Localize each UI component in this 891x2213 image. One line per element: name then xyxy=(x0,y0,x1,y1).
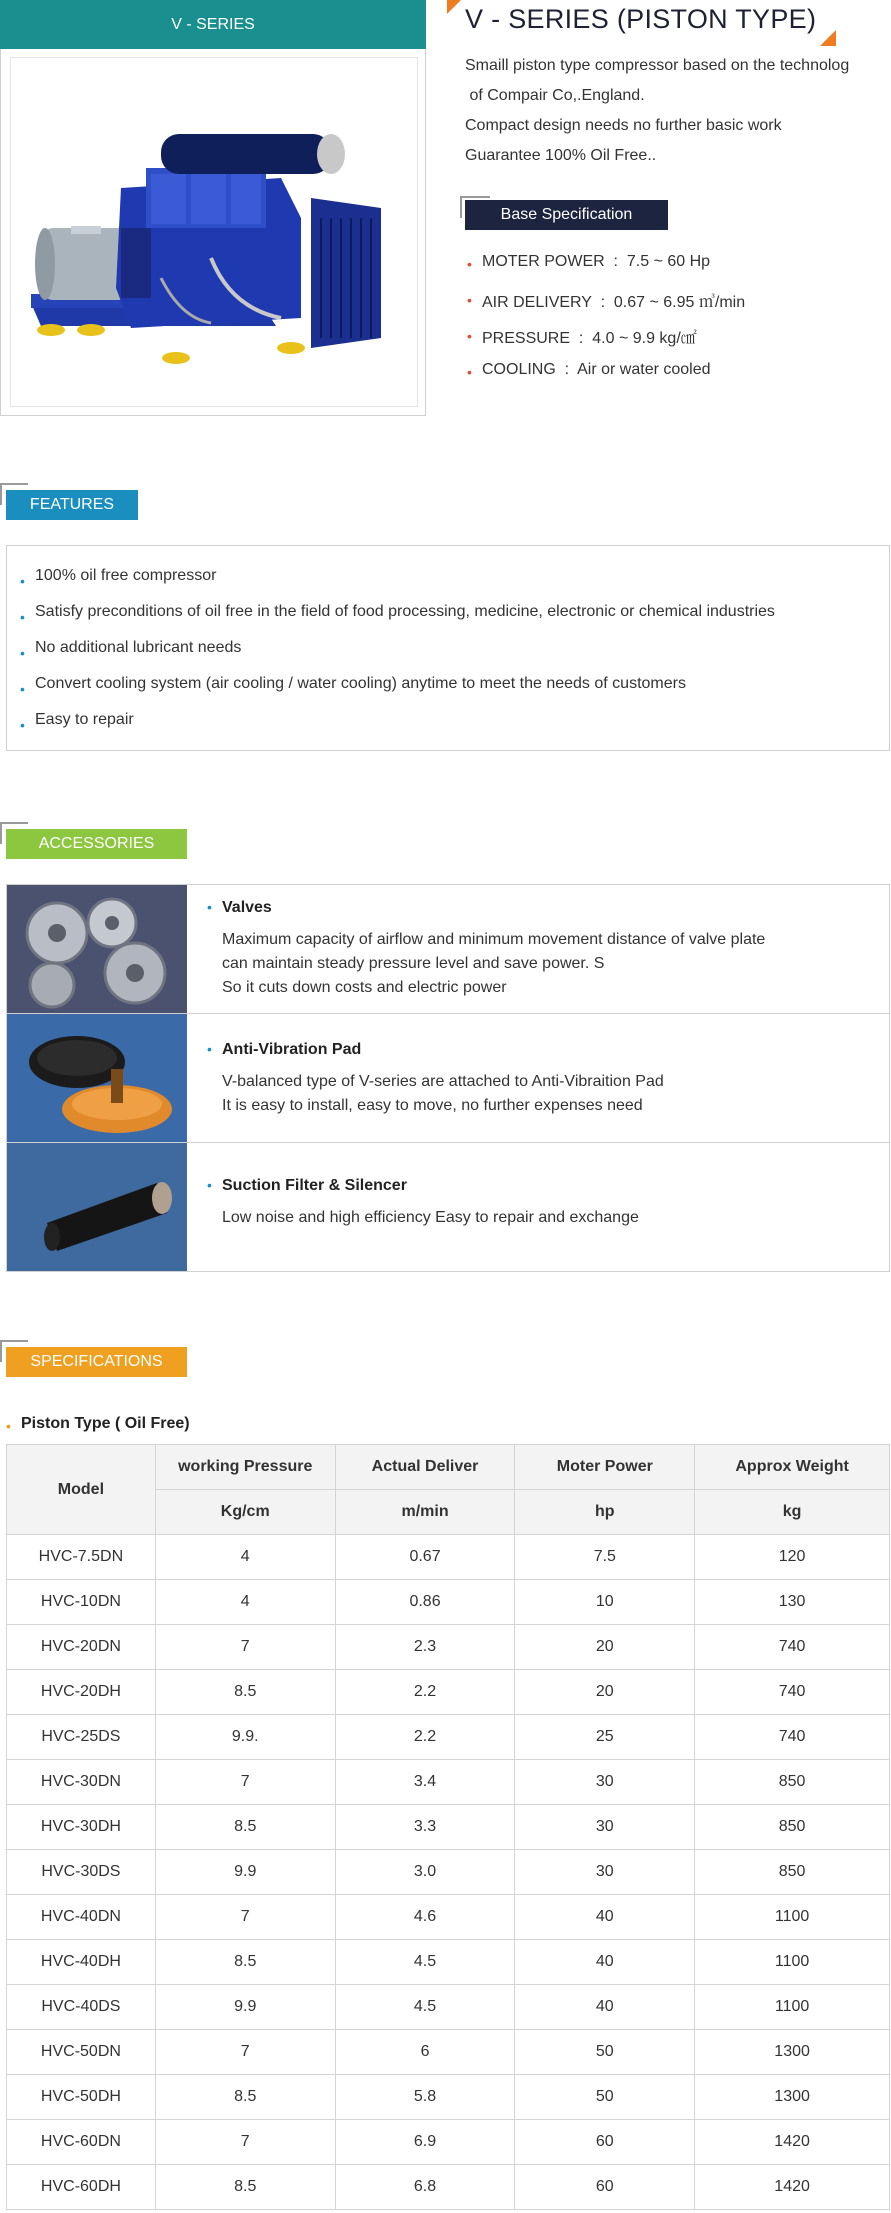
table-cell: 740 xyxy=(695,1670,890,1715)
base-spec-label: Base Specification xyxy=(465,200,668,230)
accessory-text: Low noise and high efficiency Easy to repair and exchange xyxy=(222,1209,639,1226)
column-header: Approx Weight xyxy=(695,1445,890,1490)
features-label: FEATURES xyxy=(6,490,138,520)
product-panel-title: V - SERIES xyxy=(0,0,426,49)
table-header-row xyxy=(7,1445,890,1490)
table-cell: HVC-60DN xyxy=(7,2120,156,2165)
accessory-text: Maximum capacity of airflow and minimum movement distance of valve plate xyxy=(222,931,766,948)
table-row xyxy=(7,2165,890,2210)
accessory-text: So it cuts down costs and electric power xyxy=(222,979,507,996)
table-cell: 9.9. xyxy=(155,1715,335,1760)
table-row xyxy=(7,1850,890,1895)
table-cell: 8.5 xyxy=(155,1940,335,1985)
table-cell: HVC-20DN xyxy=(7,1625,156,1670)
table-cell: 4.5 xyxy=(335,1985,515,2030)
table-row xyxy=(7,2120,890,2165)
bullet-icon: • xyxy=(207,1041,212,1057)
description-line: Smaill piston type compressor based on the technolog xyxy=(465,57,850,74)
tab-bracket xyxy=(460,196,490,198)
table-cell: 0.86 xyxy=(335,1580,515,1625)
table-cell: HVC-25DS xyxy=(7,1715,156,1760)
unit-header: hp xyxy=(515,1490,695,1535)
table-row xyxy=(7,1985,890,2030)
table-cell: 60 xyxy=(515,2120,695,2165)
bullet-icon: • xyxy=(467,364,472,380)
table-cell: 40 xyxy=(515,1985,695,2030)
suction-filter-image xyxy=(7,1143,187,1271)
bullet-icon: • xyxy=(20,645,25,661)
column-header: Actual Deliver xyxy=(335,1445,515,1490)
table-cell: 7 xyxy=(155,2120,335,2165)
table-row xyxy=(7,1760,890,1805)
accessory-title: Suction Filter & Silencer xyxy=(222,1177,407,1194)
bullet-icon: • xyxy=(20,573,25,589)
table-cell: 3.4 xyxy=(335,1760,515,1805)
anti-vibration-pad-image xyxy=(7,1014,187,1142)
accessory-row xyxy=(6,884,890,1013)
accessory-row xyxy=(6,1013,890,1142)
table-cell: 20 xyxy=(515,1670,695,1715)
accessory-title: Valves xyxy=(222,899,272,916)
table-cell: 25 xyxy=(515,1715,695,1760)
table-cell: HVC-40DS xyxy=(7,1985,156,2030)
table-cell: HVC-10DN xyxy=(7,1580,156,1625)
spec-item: AIR DELIVERY : 0.67 ~ 6.95 ㎥/min xyxy=(482,294,746,311)
table-cell: 1420 xyxy=(695,2120,890,2165)
table-cell: 1100 xyxy=(695,1895,890,1940)
table-cell: 30 xyxy=(515,1805,695,1850)
table-cell: 3.3 xyxy=(335,1805,515,1850)
table-cell: 1420 xyxy=(695,2165,890,2210)
table-cell: 1100 xyxy=(695,1940,890,1985)
table-cell: 7 xyxy=(155,1760,335,1805)
description-line: of Compair Co,.England. xyxy=(465,87,645,104)
table-cell: HVC-60DH xyxy=(7,2165,156,2210)
tab-bracket xyxy=(0,822,2,844)
unit-header: Kg/cm xyxy=(155,1490,335,1535)
table-cell: 850 xyxy=(695,1805,890,1850)
table-cell: 30 xyxy=(515,1850,695,1895)
table-cell: 3.0 xyxy=(335,1850,515,1895)
table-cell: 8.5 xyxy=(155,2075,335,2120)
table-row xyxy=(7,1895,890,1940)
bullet-icon: • xyxy=(467,328,472,344)
table-cell: 130 xyxy=(695,1580,890,1625)
title-corner-decoration xyxy=(820,30,836,46)
tab-bracket xyxy=(0,1340,2,1362)
bullet-icon: • xyxy=(20,681,25,697)
table-cell: 1100 xyxy=(695,1985,890,2030)
table-cell: 8.5 xyxy=(155,1670,335,1715)
description-line: Guarantee 100% Oil Free.. xyxy=(465,147,657,164)
table-row xyxy=(7,2030,890,2075)
table-cell: 1300 xyxy=(695,2075,890,2120)
table-row xyxy=(7,1580,890,1625)
table-row xyxy=(7,1535,890,1580)
table-cell: 8.5 xyxy=(155,2165,335,2210)
valves-image xyxy=(7,885,187,1013)
bullet-icon: • xyxy=(6,1418,11,1434)
table-cell: HVC-7.5DN xyxy=(7,1535,156,1580)
table-cell: HVC-50DH xyxy=(7,2075,156,2120)
feature-item: Easy to repair xyxy=(35,711,134,728)
bullet-icon: • xyxy=(207,899,212,915)
accessory-title: Anti-Vibration Pad xyxy=(222,1041,362,1058)
specifications-label: SPECIFICATIONS xyxy=(6,1347,187,1377)
bullet-icon: • xyxy=(467,256,472,272)
feature-item: 100% oil free compressor xyxy=(35,567,217,584)
spec-item: PRESSURE : 4.0 ~ 9.9 kg/㎠ xyxy=(482,330,697,347)
compressor-illustration xyxy=(11,58,417,406)
spec-item: MOTER POWER : 7.5 ~ 60 Hp xyxy=(482,253,711,270)
spec-item: COOLING : Air or water cooled xyxy=(482,361,711,378)
table-cell: 7 xyxy=(155,2030,335,2075)
feature-item: Satisfy preconditions of oil free in the field of food processing, medicine, electronic or chemical industries xyxy=(35,603,775,620)
bullet-icon: • xyxy=(20,717,25,733)
table-cell: HVC-50DN xyxy=(7,2030,156,2075)
table-cell: 4.5 xyxy=(335,1940,515,1985)
specifications-table xyxy=(6,1444,890,2210)
unit-header: m/min xyxy=(335,1490,515,1535)
bullet-icon: • xyxy=(20,609,25,625)
product-image xyxy=(10,57,418,407)
table-cell: HVC-40DH xyxy=(7,1940,156,1985)
accessory-text: can maintain steady pressure level and save power. S xyxy=(222,955,605,972)
table-cell: 40 xyxy=(515,1940,695,1985)
tab-bracket xyxy=(460,196,462,218)
table-row xyxy=(7,1805,890,1850)
table-cell: 7 xyxy=(155,1895,335,1940)
table-cell: 4 xyxy=(155,1535,335,1580)
table-cell: 10 xyxy=(515,1580,695,1625)
table-cell: 9.9 xyxy=(155,1985,335,2030)
table-cell: 7.5 xyxy=(515,1535,695,1580)
description-line: Compact design needs no further basic work xyxy=(465,117,782,134)
bullet-icon: • xyxy=(207,1177,212,1193)
table-cell: HVC-40DN xyxy=(7,1895,156,1940)
table-cell: 850 xyxy=(695,1760,890,1805)
table-cell: 740 xyxy=(695,1715,890,1760)
accessory-row xyxy=(6,1142,890,1272)
tab-bracket xyxy=(0,1340,28,1342)
table-cell: 7 xyxy=(155,1625,335,1670)
table-row xyxy=(7,2075,890,2120)
table-cell: HVC-30DH xyxy=(7,1805,156,1850)
accessory-text: V-balanced type of V-series are attached to Anti-Vibraition Pad xyxy=(222,1073,664,1090)
feature-item: No additional lubricant needs xyxy=(35,639,242,656)
feature-item: Convert cooling system (air cooling / water cooling) anytime to meet the needs of customers xyxy=(35,675,686,692)
table-cell: 6.9 xyxy=(335,2120,515,2165)
table-cell: 20 xyxy=(515,1625,695,1670)
table-cell: HVC-30DS xyxy=(7,1850,156,1895)
table-cell: 2.2 xyxy=(335,1715,515,1760)
table-cell: HVC-20DH xyxy=(7,1670,156,1715)
table-row xyxy=(7,1940,890,1985)
page-title: V - SERIES (PISTON TYPE) xyxy=(465,4,817,34)
table-cell: 6.8 xyxy=(335,2165,515,2210)
table-row xyxy=(7,1625,890,1670)
unit-header: kg xyxy=(695,1490,890,1535)
table-cell: 8.5 xyxy=(155,1805,335,1850)
table-row xyxy=(7,1715,890,1760)
table-cell: 5.8 xyxy=(335,2075,515,2120)
column-header: Model xyxy=(7,1445,156,1535)
bullet-icon: • xyxy=(467,292,472,308)
spec-table-subtitle: Piston Type ( Oil Free) xyxy=(21,1415,190,1432)
product-image-frame xyxy=(0,49,426,416)
accessory-text: It is easy to install, easy to move, no further expenses need xyxy=(222,1097,643,1114)
table-cell: 50 xyxy=(515,2075,695,2120)
column-header: Moter Power xyxy=(515,1445,695,1490)
table-cell: 6 xyxy=(335,2030,515,2075)
table-cell: 0.67 xyxy=(335,1535,515,1580)
tab-bracket xyxy=(0,483,2,505)
tab-bracket xyxy=(0,483,28,485)
table-cell: 4.6 xyxy=(335,1895,515,1940)
accessories-label: ACCESSORIES xyxy=(6,829,187,859)
table-cell: 2.2 xyxy=(335,1670,515,1715)
table-row xyxy=(7,1670,890,1715)
table-cell: 2.3 xyxy=(335,1625,515,1670)
table-cell: HVC-30DN xyxy=(7,1760,156,1805)
table-cell: 1300 xyxy=(695,2030,890,2075)
title-corner-decoration xyxy=(447,0,461,14)
table-cell: 740 xyxy=(695,1625,890,1670)
table-cell: 60 xyxy=(515,2165,695,2210)
column-header: working Pressure xyxy=(155,1445,335,1490)
table-cell: 850 xyxy=(695,1850,890,1895)
table-cell: 50 xyxy=(515,2030,695,2075)
table-cell: 40 xyxy=(515,1895,695,1940)
table-cell: 30 xyxy=(515,1760,695,1805)
table-cell: 120 xyxy=(695,1535,890,1580)
table-cell: 4 xyxy=(155,1580,335,1625)
table-cell: 9.9 xyxy=(155,1850,335,1895)
tab-bracket xyxy=(0,822,28,824)
